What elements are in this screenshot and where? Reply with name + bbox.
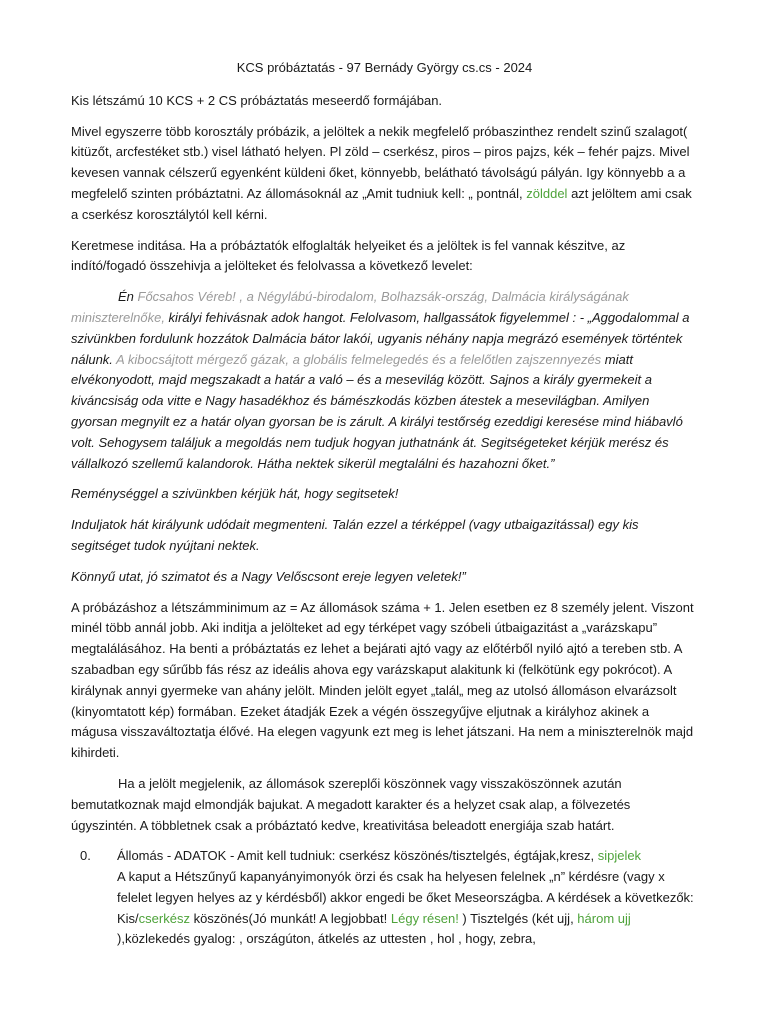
letter-line-farewell: Könnyű utat, jó szimatot és a Nagy Velőscsont ereje legyen veletek!”: [71, 568, 466, 584]
station-body-3: ) Tisztelgés (két ujj,: [458, 910, 578, 926]
paragraph-levels-end: azt jelöltem ami csak a cserkész korosztálytól kell kérni.: [71, 185, 692, 222]
letter-line-hope: Reménységgel a szivünkben kérjük hát, hogy segitsetek!: [71, 486, 399, 502]
intro-line: Kis létszámú 10 KCS + 2 CS próbáztatás meseerdő formájában.: [71, 92, 443, 108]
paragraph-candidate-text: Ha a jelölt megjelenik, az állomások szereplői köszönnek vagy visszaköszönnek azután bemutatkoznak majd elmondják bajukat. A megadott karakter és a helyzet csak alap, a fölvezetés úgyszintén. A többletnek csak a próbáztató kedve, kreativitása beleadott energiája szab határt.: [71, 775, 631, 833]
letter-line-map: Induljatok hát királyunk udódait megmenteni. Talán ezzel a térképpel (vagy utbaigazitással) egy kis segitséget tudok nyújtani nektek.: [71, 517, 639, 553]
paragraph-minimum: A próbázáshoz a létszámminimum az = Az állomások száma + 1. Jelen esetben ez 8 személy jelent. Viszont minél több annál jobb. Aki inditja a jelölteket ad egy térképet vagy szóbeli útbaigazitást a „varázskapu” megtalálásához. Ha benti a próbáztatás ez lehet a bejárati ajtó vagy az előtérből nyiló ajtó a tereben stb. A szabadban egy sűrűbb fás rész az ideális ahova egy varázskaput alakitunk ki (felkötünk egy pokrócot). A királynak annyi gyermeke van ahány jelölt. Minden jelölt egyet „talál„ meg az utolsó állomáson elvarázsolt (kinyomtatott kép) formában. Ezeket átadják Ezek a végén összegyűjve eljutnak a királyhoz akinek a mágusa visszaváltoztatja élővé. Ha elegen vagyunk ezt meg is lehet játszani. Ha nem a miniszterelnök majd kihirdeti.: [71, 599, 694, 761]
letter-part-1: Én: [118, 289, 138, 305]
station-green-legy-resen: Légy résen!: [390, 910, 459, 926]
paragraph-frame-story: Keretmese inditása. Ha a próbáztatók elfoglalták helyeiket és a jelöltek is fel vannak készitve, az indító/fogadó összehivja a jelölteket és felolvassa a következő levelet:: [71, 237, 626, 274]
station-green-cserkesz: cserkész: [138, 910, 190, 926]
station-heading-green: sipjelek: [597, 848, 642, 864]
green-highlight: zölddel: [526, 185, 568, 201]
station-item-0: [71, 846, 698, 950]
paragraph-levels: [71, 122, 698, 226]
station-body-2: köszönés(Jó munkát! A legjobbat!: [189, 910, 391, 926]
station-green-harom-ujj: három ujj: [577, 910, 631, 926]
letter-gray-1: Főcsahos Véreb! , a Négylábú-birodalom, Bolhazsák-ország, Dalmácia királyságának miniszterelnőke,: [71, 289, 629, 325]
station-number: 0.: [80, 848, 91, 864]
document-title: KCS próbáztatás - 97 Bernády György cs.cs - 2024: [236, 60, 533, 75]
station-body-4: ),közlekedés gyalog: , országúton, átkelés az uttesten , hol , hogy, zebra,: [117, 931, 536, 947]
letter-gray-2: A kibocsájtott mérgező gázak, a globális felmelegedés és a felelőtlen zajszennyezés: [112, 351, 602, 367]
station-heading-text: Állomás - ADATOK - Amit kell tudniuk: cserkész köszönés/tisztelgés, égtájak,kresz,: [117, 848, 598, 864]
station-body-1: A kaput a Hétszűnyű kapanyányimonyók örzi és csak ha helyesen felelnek „n” kérdésre (vagy x felelet legyen helyes az y kérdésből) akkor engedi be őket Meseországba. A kérdések a következők: Kis/: [117, 869, 694, 926]
paragraph-candidate: [71, 774, 698, 836]
letter-part-3: miatt elvékonyodott, majd megszakadt a határ a való – és a mesevilág között. Sajnos a király gyermekeit a kiváncsiság oda vitte e Nagy hasadékhoz és bámészkodás közben átestek a mesevilágban. Amilyen gyorsan megnyilt ez a határ olyan gyorsan be is zárult. A királyi testőrség ezeddigi keresése mind hiábavló volt. Sehogysem találjuk a megoldás nem tudjuk hogyan juthatnánk át. Segitségeteket kérjük merész és vállalkozó szellemű kalandorok. Hátha nektek sikerül megtalálni és hazahozni őket.”: [71, 351, 683, 471]
station-body: [117, 867, 698, 950]
paragraph-levels-text: Mivel egyszerre több korosztály próbázik, a jelöltek a nekik megfelelő próbaszinthez rendelt szinű szalagot( kitüzőt, arcfestéket stb.) visel látható helyen. Pl zöld – cserkész, piros – piros pajzs, kék – fehér pajzs. Mivel kevesen vannak célszerű egyenként küldeni őket, könnyebb, belátható távolságú pályán. Igy könnyebb a a megfelelő szinten próbáztatni. Az állomásoknál az „Amit tudniuk kell: „ pontnál,: [71, 123, 690, 201]
letter-part-2: királyi fehivásnak adok hangot. Felolvasom, hallgassátok figyelemmel : - „Aggodalommal a szivünkben fordulunk hozzátok Dalmácia bátor lakói, ugyanis néhány napja megrázó események történtek nálunk.: [71, 309, 690, 367]
station-heading: [117, 846, 698, 867]
letter-paragraph: [71, 287, 698, 474]
